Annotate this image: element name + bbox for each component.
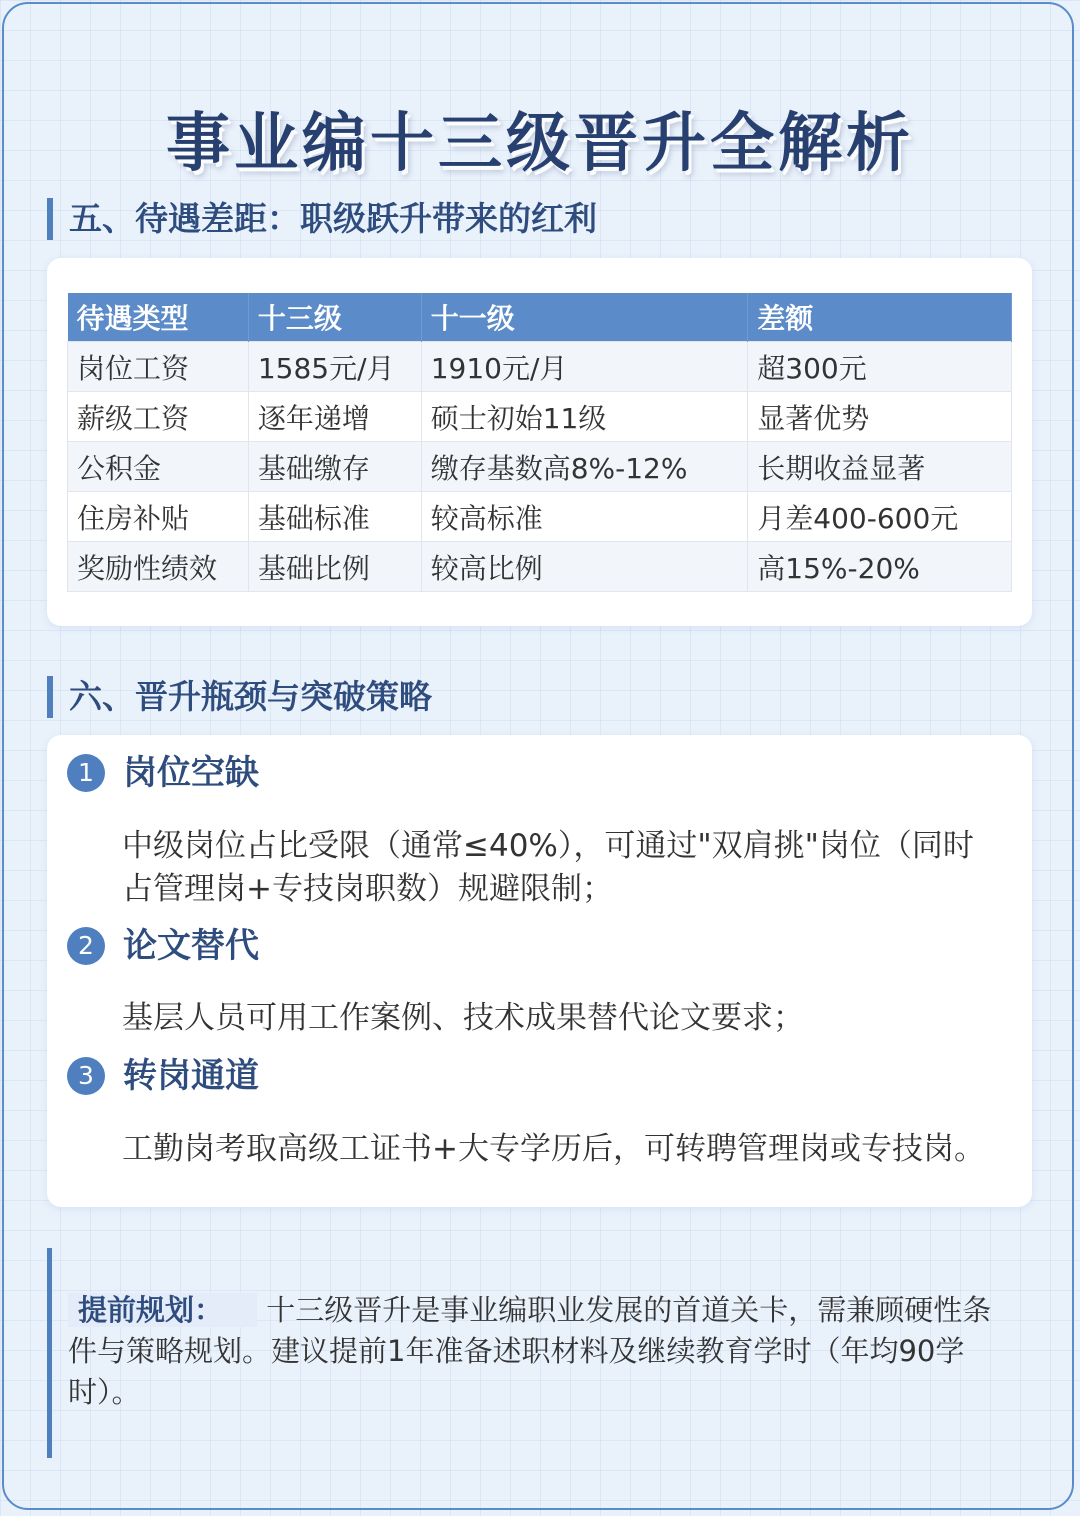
column-header: 十一级: [421, 293, 748, 342]
table-row: [68, 442, 1012, 492]
page-title: 事业编十三级晋升全解析: [166, 107, 914, 181]
strategy-title: 岗位空缺: [123, 753, 259, 793]
strategy-title: 转岗通道: [123, 1056, 259, 1096]
note-text-block: [68, 1290, 1003, 1413]
table-cell: 1585元/月: [248, 342, 421, 392]
section-heading-benefits: 五、待遇差距：职级跃升带来的红利: [47, 198, 597, 240]
strategies-card: [47, 735, 1032, 1207]
table-cell: 基础缴存: [248, 442, 421, 492]
table-row: [68, 392, 1012, 442]
strategy-description: 中级岗位占比受限（通常≤40%），可通过"双肩挑"岗位（同时占管理岗+专技岗职数）规避限制；: [122, 828, 974, 907]
table-cell: 高15%-20%: [748, 542, 1012, 592]
strategy-description: 工勤岗考取高级工证书+大专学历后，可转聘管理岗或专技岗。: [122, 1131, 985, 1167]
strategy-description: 基层人员可用工作案例、技术成果替代论文要求；: [122, 1000, 804, 1036]
table-cell: 公积金: [68, 442, 249, 492]
table-cell: 月差400-600元: [748, 492, 1012, 542]
benefits-table: [67, 293, 1012, 592]
table-cell: 基础比例: [248, 542, 421, 592]
note-text: 十三级晋升是事业编职业发展的首道关卡，需兼顾硬性条件与策略规划。建议提前1年准备述职材料及继续教育学时（年均90学时）。: [68, 1293, 992, 1409]
number-badge: 3: [67, 1057, 105, 1095]
table-cell: 长期收益显著: [748, 442, 1012, 492]
table-cell: 缴存基数高8%-12%: [421, 442, 748, 492]
benefits-table-card: [47, 258, 1032, 626]
table-cell: 薪级工资: [68, 392, 249, 442]
table-cell: 硕士初始11级: [421, 392, 748, 442]
table-cell: 较高比例: [421, 542, 748, 592]
table-cell: 较高标准: [421, 492, 748, 542]
table-header-row: [68, 293, 1012, 342]
table-cell: 岗位工资: [68, 342, 249, 392]
table-row: [68, 542, 1012, 592]
section-heading-strategies: 六、晋升瓶颈与突破策略: [47, 676, 432, 718]
table-cell: 1910元/月: [421, 342, 748, 392]
strategy-title: 论文替代: [123, 926, 259, 966]
planning-note: [47, 1248, 1032, 1458]
table-cell: 住房补贴: [68, 492, 249, 542]
table-cell: 显著优势: [748, 392, 1012, 442]
column-header: 十三级: [248, 293, 421, 342]
table-cell: 逐年递增: [248, 392, 421, 442]
column-header: 差额: [748, 293, 1012, 342]
table-cell: 奖励性绩效: [68, 542, 249, 592]
table-cell: 超300元: [748, 342, 1012, 392]
table-cell: 基础标准: [248, 492, 421, 542]
number-badge: 2: [67, 927, 105, 965]
table-row: [68, 492, 1012, 542]
number-badge: 1: [67, 754, 105, 792]
column-header: 待遇类型: [68, 293, 249, 342]
note-label: 提前规划：: [68, 1293, 257, 1327]
table-row: [68, 342, 1012, 392]
